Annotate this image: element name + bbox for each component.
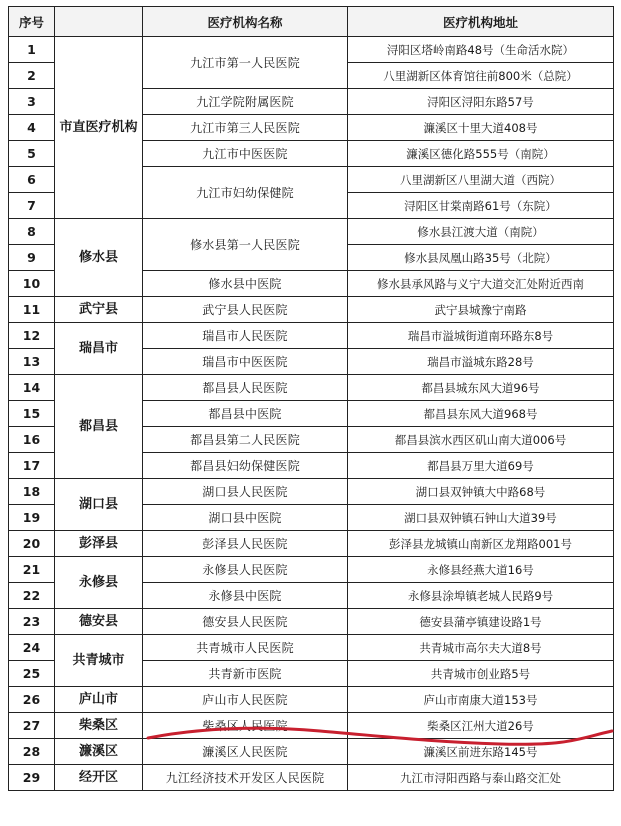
row-number: 26 xyxy=(9,687,55,713)
institution-name: 瑞昌市中医医院 xyxy=(143,349,348,375)
region-cell: 共青城市 xyxy=(55,635,143,687)
row-number: 28 xyxy=(9,739,55,765)
institution-name: 庐山市人民医院 xyxy=(143,687,348,713)
institution-name: 湖口县人民医院 xyxy=(143,479,348,505)
row-number: 13 xyxy=(9,349,55,375)
institution-address: 濂溪区德化路555号（南院） xyxy=(348,141,614,167)
row-number: 3 xyxy=(9,89,55,115)
institution-address: 湖口县双钟镇石钟山大道39号 xyxy=(348,505,614,531)
row-number: 6 xyxy=(9,167,55,193)
row-number: 29 xyxy=(9,765,55,791)
row-number: 11 xyxy=(9,297,55,323)
institution-address: 九江市浔阳西路与泰山路交汇处 xyxy=(348,765,614,791)
row-number: 24 xyxy=(9,635,55,661)
institution-address: 修水县承风路与义宁大道交汇处附近西南 xyxy=(348,271,614,297)
table-row xyxy=(9,739,614,765)
institution-address: 彭泽县龙城镇山南新区龙翔路001号 xyxy=(348,531,614,557)
region-cell: 瑞昌市 xyxy=(55,323,143,375)
row-number: 25 xyxy=(9,661,55,687)
row-number: 16 xyxy=(9,427,55,453)
region-cell: 柴桑区 xyxy=(55,713,143,739)
table-row xyxy=(9,713,614,739)
table-row xyxy=(9,219,614,245)
row-number: 27 xyxy=(9,713,55,739)
table-row xyxy=(9,687,614,713)
row-number: 17 xyxy=(9,453,55,479)
region-cell: 武宁县 xyxy=(55,297,143,323)
institution-address: 共青城市高尔夫大道8号 xyxy=(348,635,614,661)
institution-name: 九江市妇幼保健院 xyxy=(143,167,348,219)
region-cell: 濂溪区 xyxy=(55,739,143,765)
institution-address: 都昌县城东风大道96号 xyxy=(348,375,614,401)
institution-address: 浔阳区甘棠南路61号（东院） xyxy=(348,193,614,219)
table-row xyxy=(9,479,614,505)
institution-address: 八里湖新区八里湖大道（西院） xyxy=(348,167,614,193)
row-number: 10 xyxy=(9,271,55,297)
institution-address: 濂溪区十里大道408号 xyxy=(348,115,614,141)
region-cell: 修水县 xyxy=(55,219,143,297)
row-number: 9 xyxy=(9,245,55,271)
region-cell: 德安县 xyxy=(55,609,143,635)
institution-name: 九江市第三人民医院 xyxy=(143,115,348,141)
row-number: 18 xyxy=(9,479,55,505)
row-number: 22 xyxy=(9,583,55,609)
row-number: 4 xyxy=(9,115,55,141)
institution-address: 浔阳区浔阳东路57号 xyxy=(348,89,614,115)
header-institution-name: 医疗机构名称 xyxy=(143,7,348,37)
table-header-row xyxy=(9,7,614,37)
institution-address: 修水县凤凰山路35号（北院） xyxy=(348,245,614,271)
institution-address: 濂溪区前进东路145号 xyxy=(348,739,614,765)
institution-address: 湖口县双钟镇大中路68号 xyxy=(348,479,614,505)
institution-address: 德安县蒲亭镇建设路1号 xyxy=(348,609,614,635)
row-number: 8 xyxy=(9,219,55,245)
row-number: 12 xyxy=(9,323,55,349)
row-number: 5 xyxy=(9,141,55,167)
institution-address: 都昌县万里大道69号 xyxy=(348,453,614,479)
row-number: 23 xyxy=(9,609,55,635)
institution-address: 共青城市创业路5号 xyxy=(348,661,614,687)
institution-address: 八里湖新区体育馆往前800米（总院） xyxy=(348,63,614,89)
header-institution-address: 医疗机构地址 xyxy=(348,7,614,37)
row-number: 20 xyxy=(9,531,55,557)
institution-name: 都昌县妇幼保健医院 xyxy=(143,453,348,479)
institution-name: 九江市中医医院 xyxy=(143,141,348,167)
institution-name: 濂溪区人民医院 xyxy=(143,739,348,765)
institution-name: 都昌县人民医院 xyxy=(143,375,348,401)
institution-name: 修水县中医院 xyxy=(143,271,348,297)
row-number: 1 xyxy=(9,37,55,63)
region-cell: 经开区 xyxy=(55,765,143,791)
region-cell: 彭泽县 xyxy=(55,531,143,557)
region-cell: 永修县 xyxy=(55,557,143,609)
table-row xyxy=(9,609,614,635)
institution-name: 湖口县中医院 xyxy=(143,505,348,531)
region-cell: 市直医疗机构 xyxy=(55,37,143,219)
region-cell: 湖口县 xyxy=(55,479,143,531)
institution-name: 九江学院附属医院 xyxy=(143,89,348,115)
institution-name: 彭泽县人民医院 xyxy=(143,531,348,557)
institution-name: 共青新市医院 xyxy=(143,661,348,687)
institution-address: 浔阳区塔岭南路48号（生命活水院） xyxy=(348,37,614,63)
institution-name: 武宁县人民医院 xyxy=(143,297,348,323)
row-number: 19 xyxy=(9,505,55,531)
hospital-table xyxy=(8,6,614,791)
institution-address: 武宁县城豫宁南路 xyxy=(348,297,614,323)
institution-name: 永修县中医院 xyxy=(143,583,348,609)
institution-address: 柴桑区江州大道26号 xyxy=(348,713,614,739)
institution-name: 德安县人民医院 xyxy=(143,609,348,635)
institution-name: 瑞昌市人民医院 xyxy=(143,323,348,349)
institution-address: 修水县江渡大道（南院） xyxy=(348,219,614,245)
institution-name: 共青城市人民医院 xyxy=(143,635,348,661)
institution-address: 庐山市南康大道153号 xyxy=(348,687,614,713)
table-row xyxy=(9,531,614,557)
institution-name: 柴桑区人民医院 xyxy=(143,713,348,739)
table-row xyxy=(9,635,614,661)
institution-name: 修水县第一人民医院 xyxy=(143,219,348,271)
region-cell: 都昌县 xyxy=(55,375,143,479)
row-number: 2 xyxy=(9,63,55,89)
header-index: 序号 xyxy=(9,7,55,37)
institution-name: 九江市第一人民医院 xyxy=(143,37,348,89)
institution-name: 九江经济技术开发区人民医院 xyxy=(143,765,348,791)
row-number: 7 xyxy=(9,193,55,219)
header-region xyxy=(55,7,143,37)
table-row xyxy=(9,323,614,349)
institution-address: 瑞昌市溢城街道南环路东8号 xyxy=(348,323,614,349)
table-row xyxy=(9,37,614,63)
table-row xyxy=(9,765,614,791)
table-row xyxy=(9,557,614,583)
institution-name: 都昌县第二人民医院 xyxy=(143,427,348,453)
row-number: 21 xyxy=(9,557,55,583)
institution-address: 永修县涂埠镇老城人民路9号 xyxy=(348,583,614,609)
row-number: 15 xyxy=(9,401,55,427)
institution-address: 都昌县滨水西区矶山南大道006号 xyxy=(348,427,614,453)
table-row xyxy=(9,375,614,401)
institution-address: 瑞昌市溢城东路28号 xyxy=(348,349,614,375)
institution-address: 都昌县东风大道968号 xyxy=(348,401,614,427)
institution-name: 都昌县中医院 xyxy=(143,401,348,427)
region-cell: 庐山市 xyxy=(55,687,143,713)
table-row xyxy=(9,297,614,323)
institution-name: 永修县人民医院 xyxy=(143,557,348,583)
row-number: 14 xyxy=(9,375,55,401)
institution-address: 永修县经燕大道16号 xyxy=(348,557,614,583)
